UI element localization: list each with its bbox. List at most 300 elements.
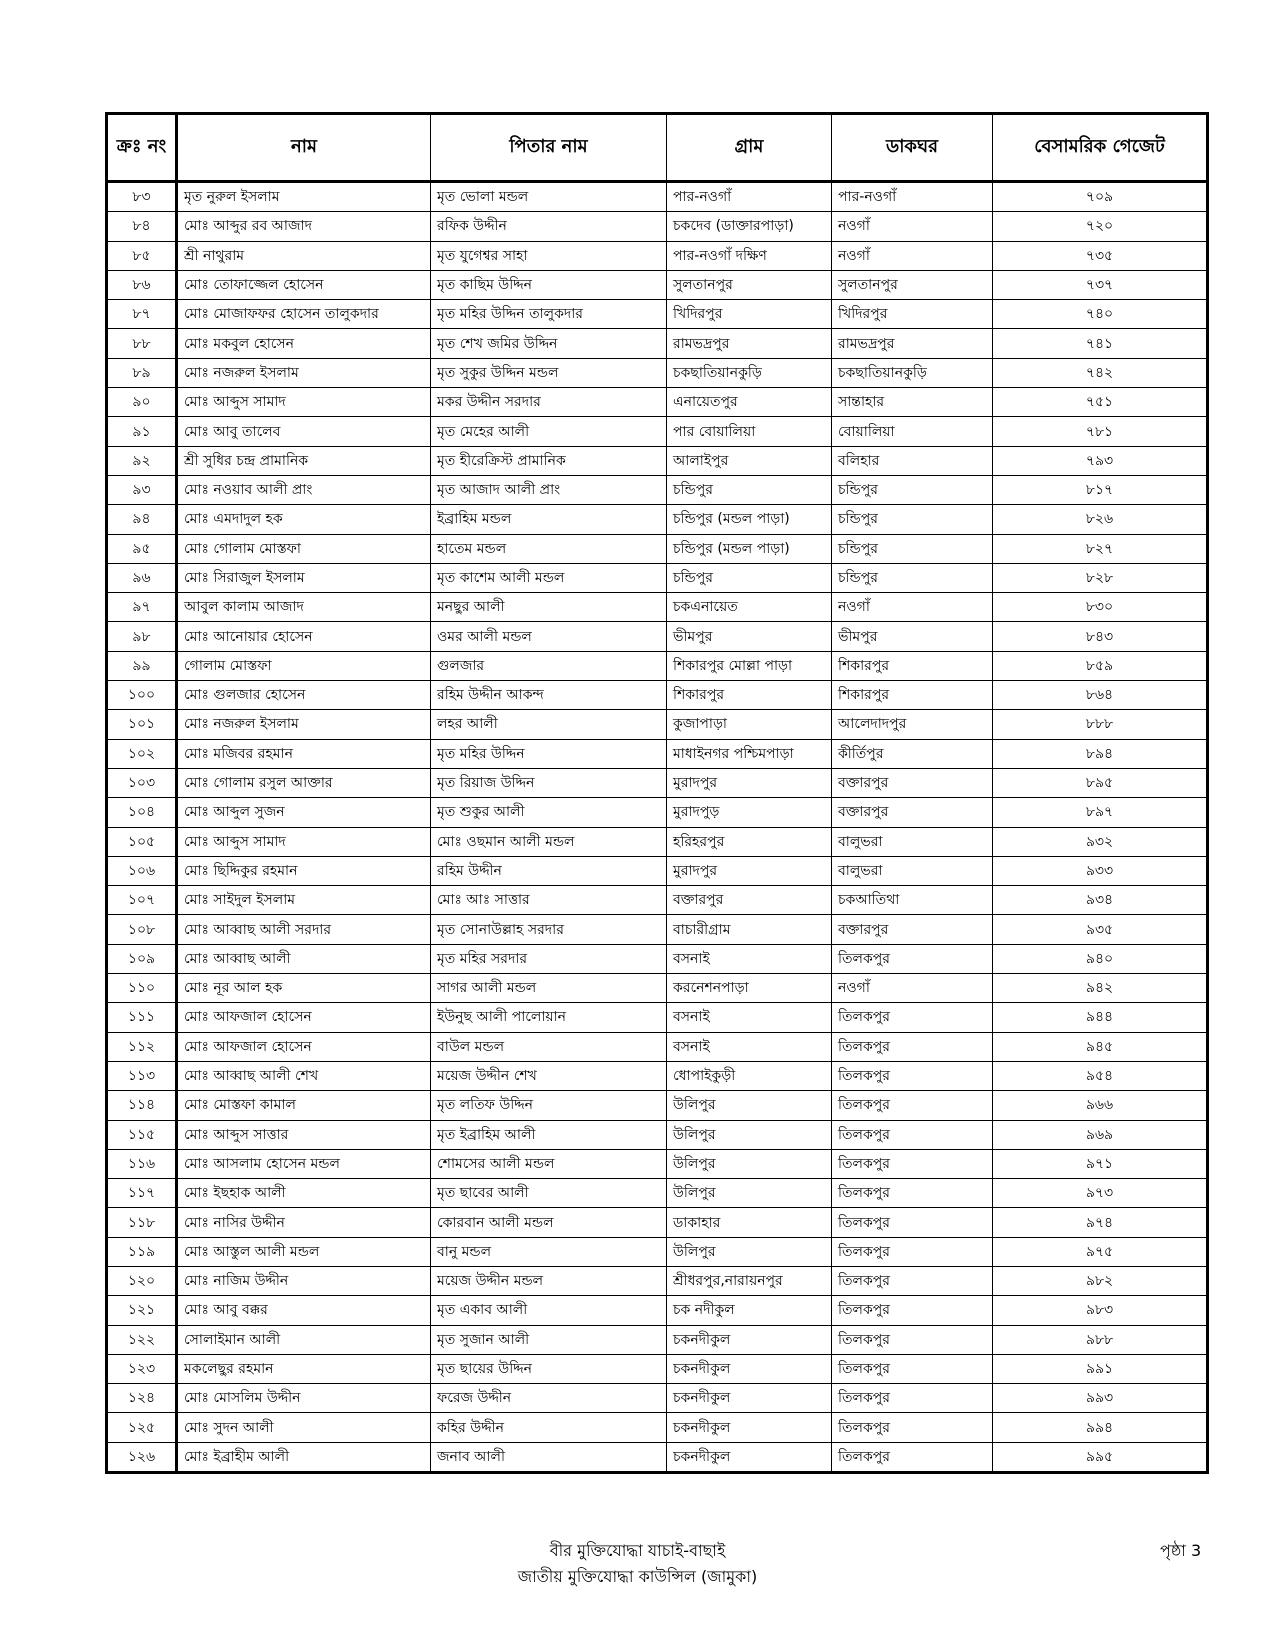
gazette-cell: ৮৯৭ — [993, 798, 1208, 827]
table-row — [107, 944, 1208, 973]
father-name-cell: মৃত মেহের আলী — [431, 417, 667, 446]
father-name-cell: মকর উদ্দীন সরদার — [431, 388, 667, 417]
father-name-cell: কোরবান আলী মন্ডল — [431, 1208, 667, 1237]
post-office-cell: বালুভরা — [832, 856, 993, 885]
name-cell: মোঃ আব্বাছ আলী — [177, 944, 431, 973]
village-cell: চকনদীকুল — [667, 1442, 832, 1472]
table-row — [107, 798, 1208, 827]
table-row — [107, 1296, 1208, 1325]
table-row — [107, 739, 1208, 768]
table-row — [107, 1003, 1208, 1032]
father-name-cell: মৃত আজাদ আলী প্রাং — [431, 475, 667, 504]
gazette-cell: ৯৯১ — [993, 1354, 1208, 1383]
serial-cell: ৯১ — [107, 417, 177, 446]
serial-cell: ১১৪ — [107, 1091, 177, 1120]
header-post-office: ডাকঘর — [832, 114, 993, 182]
village-cell: মাধাইনগর পশ্চিমপাড়া — [667, 739, 832, 768]
name-cell: মোঃ মজিবর রহমান — [177, 739, 431, 768]
village-cell: উলিপুর — [667, 1120, 832, 1149]
father-name-cell: রহিম উদ্দীন — [431, 856, 667, 885]
serial-cell: ৮৯ — [107, 358, 177, 387]
post-office-cell: নওগাঁ — [832, 593, 993, 622]
father-name-cell: মনছুর আলী — [431, 593, 667, 622]
serial-cell: ১১২ — [107, 1032, 177, 1061]
village-cell: উলিপুর — [667, 1179, 832, 1208]
name-cell: মৃত নুরুল ইসলাম — [177, 182, 431, 212]
father-name-cell: মৃত ইব্রাহিম আলী — [431, 1120, 667, 1149]
post-office-cell: বোয়ালিয়া — [832, 417, 993, 446]
name-cell: মোঃ মোস্তফা কামাল — [177, 1091, 431, 1120]
serial-cell: ১০৫ — [107, 827, 177, 856]
father-name-cell: বাউল মন্ডল — [431, 1032, 667, 1061]
village-cell: বসনাই — [667, 1032, 832, 1061]
gazette-cell: ৯৮৮ — [993, 1325, 1208, 1354]
post-office-cell: চকআতিথা — [832, 886, 993, 915]
header-father-name: পিতার নাম — [431, 114, 667, 182]
village-cell: এনায়েতপুর — [667, 388, 832, 417]
post-office-cell: চন্ডিপুর — [832, 475, 993, 504]
name-cell: মোঃ সাইদুল ইসলাম — [177, 886, 431, 915]
gazette-cell: ৯৯৪ — [993, 1413, 1208, 1442]
table-row — [107, 358, 1208, 387]
post-office-cell: নওগাঁ — [832, 974, 993, 1003]
table-row — [107, 475, 1208, 504]
post-office-cell: আলেদাদপুর — [832, 710, 993, 739]
father-name-cell: রহিম উদ্দীন আকন্দ — [431, 681, 667, 710]
gazette-cell: ৭৯৩ — [993, 446, 1208, 475]
name-cell: মোঃ নজরুল ইসলাম — [177, 358, 431, 387]
table-row — [107, 1354, 1208, 1383]
post-office-cell: বক্তারপুর — [832, 798, 993, 827]
header-civil-gazette: বেসামরিক গেজেট — [993, 114, 1208, 182]
serial-cell: ৮৮ — [107, 329, 177, 358]
village-cell: চকদেব (ডাক্তারপাড়া) — [667, 212, 832, 241]
gazette-cell: ৭৫১ — [993, 388, 1208, 417]
table-row — [107, 1179, 1208, 1208]
serial-cell: ৯৪ — [107, 505, 177, 534]
father-name-cell: মৃত কাছিম উদ্দিন — [431, 270, 667, 299]
village-cell: পার-নওগাঁ দক্ষিণ — [667, 241, 832, 270]
father-name-cell: মোঃ ওছমান আলী মন্ডল — [431, 827, 667, 856]
village-cell: উলিপুর — [667, 1237, 832, 1266]
post-office-cell: তিলকপুর — [832, 1384, 993, 1413]
village-cell: উলিপুর — [667, 1149, 832, 1178]
table-row — [107, 241, 1208, 270]
post-office-cell: তিলকপুর — [832, 1442, 993, 1472]
table-row — [107, 827, 1208, 856]
serial-cell: ১১৭ — [107, 1179, 177, 1208]
header-serial: ক্রঃ নং — [107, 114, 177, 182]
name-cell: মোঃ আব্দুস সামাদ — [177, 827, 431, 856]
post-office-cell: তিলকপুর — [832, 1032, 993, 1061]
father-name-cell: ইউনুছ আলী পালোয়ান — [431, 1003, 667, 1032]
post-office-cell: চন্ডিপুর — [832, 505, 993, 534]
father-name-cell: মৃত ছাবের আলী — [431, 1179, 667, 1208]
father-name-cell: মৃত লতিফ উদ্দিন — [431, 1091, 667, 1120]
village-cell: শিকারপুর — [667, 681, 832, 710]
gazette-cell: ৯৬৬ — [993, 1091, 1208, 1120]
father-name-cell: বানু মন্ডল — [431, 1237, 667, 1266]
gazette-cell: ৯৪৪ — [993, 1003, 1208, 1032]
name-cell: মোঃ আব্বাছ আলী সরদার — [177, 915, 431, 944]
serial-cell: ১২২ — [107, 1325, 177, 1354]
post-office-cell: শিকারপুর — [832, 651, 993, 680]
serial-cell: ৮৪ — [107, 212, 177, 241]
village-cell: বসনাই — [667, 944, 832, 973]
table-row — [107, 622, 1208, 651]
table-header-row — [107, 114, 1208, 182]
serial-cell: ১২৫ — [107, 1413, 177, 1442]
gazette-cell: ৯৭১ — [993, 1149, 1208, 1178]
village-cell: মুরাদপুড় — [667, 798, 832, 827]
serial-cell: ১২৬ — [107, 1442, 177, 1472]
father-name-cell: মৃত সুজান আলী — [431, 1325, 667, 1354]
serial-cell: ১১৮ — [107, 1208, 177, 1237]
father-name-cell: মৃত সুকুর উদ্দিন মন্ডল — [431, 358, 667, 387]
village-cell: চকএনায়েত — [667, 593, 832, 622]
village-cell: চকনদীকুল — [667, 1354, 832, 1383]
father-name-cell: মৃত ভোলা মন্ডল — [431, 182, 667, 212]
gazette-cell: ৯৯৩ — [993, 1384, 1208, 1413]
village-cell: বসনাই — [667, 1003, 832, 1032]
serial-cell: ১০৯ — [107, 944, 177, 973]
father-name-cell: কহির উদ্দীন — [431, 1413, 667, 1442]
post-office-cell: তিলকপুর — [832, 1179, 993, 1208]
father-name-cell: মৃত ছায়ের উদ্দিন — [431, 1354, 667, 1383]
serial-cell: ৮৬ — [107, 270, 177, 299]
name-cell: শ্রী নাথুরাম — [177, 241, 431, 270]
village-cell: হরিহরপুর — [667, 827, 832, 856]
serial-cell: ৯৬ — [107, 563, 177, 592]
name-cell: মোঃ এমদাদুল হক — [177, 505, 431, 534]
post-office-cell: তিলকপুর — [832, 1296, 993, 1325]
gazette-cell: ৭৪০ — [993, 300, 1208, 329]
post-office-cell: পার-নওগাঁ — [832, 182, 993, 212]
table-row — [107, 1091, 1208, 1120]
post-office-cell: নওগাঁ — [832, 212, 993, 241]
gazette-cell: ৮৬৪ — [993, 681, 1208, 710]
table-row — [107, 974, 1208, 1003]
post-office-cell: চন্ডিপুর — [832, 563, 993, 592]
table-row — [107, 1442, 1208, 1472]
gazette-cell: ৮৯৪ — [993, 739, 1208, 768]
gazette-cell: ৯৮৩ — [993, 1296, 1208, 1325]
serial-cell: ১০১ — [107, 710, 177, 739]
header-name: নাম — [177, 114, 431, 182]
gazette-cell: ৯৫৪ — [993, 1061, 1208, 1090]
village-cell: চক নদীকুল — [667, 1296, 832, 1325]
post-office-cell: তিলকপুর — [832, 1237, 993, 1266]
post-office-cell: সান্তাহার — [832, 388, 993, 417]
gazette-cell: ৯৭৫ — [993, 1237, 1208, 1266]
table-row — [107, 1208, 1208, 1237]
father-name-cell: ইব্রাহিম মন্ডল — [431, 505, 667, 534]
gazette-cell: ৭৩৫ — [993, 241, 1208, 270]
village-cell: চকনদীকুল — [667, 1413, 832, 1442]
gazette-cell: ৯৩৩ — [993, 856, 1208, 885]
village-cell: আলাইপুর — [667, 446, 832, 475]
name-cell: মোঃ ছিদ্দিকুর রহমান — [177, 856, 431, 885]
post-office-cell: তিলকপুর — [832, 1413, 993, 1442]
father-name-cell: গুলজার — [431, 651, 667, 680]
name-cell: মোঃ সিরাজুল ইসলাম — [177, 563, 431, 592]
father-name-cell: লহর আলী — [431, 710, 667, 739]
village-cell: কুজাপাড়া — [667, 710, 832, 739]
father-name-cell: মৃত মহির উদ্দিন — [431, 739, 667, 768]
gazette-cell: ৯৪২ — [993, 974, 1208, 1003]
village-cell: বক্তারপুর — [667, 886, 832, 915]
name-cell: মোঃ আব্দুল সুজন — [177, 798, 431, 827]
gazette-cell: ৮৩০ — [993, 593, 1208, 622]
village-cell: বাচারীগ্রাম — [667, 915, 832, 944]
gazette-cell: ৯৪৫ — [993, 1032, 1208, 1061]
table-row — [107, 651, 1208, 680]
village-cell: চন্ডিপুর (মন্ডল পাড়া) — [667, 534, 832, 563]
name-cell: মোঃ গুলজার হোসেন — [177, 681, 431, 710]
gazette-cell: ৯৪০ — [993, 944, 1208, 973]
table-row — [107, 270, 1208, 299]
gazette-cell: ৯৯৫ — [993, 1442, 1208, 1472]
village-cell: পার বোয়ালিয়া — [667, 417, 832, 446]
village-cell: চন্ডিপুর — [667, 475, 832, 504]
post-office-cell: তিলকপুর — [832, 1091, 993, 1120]
name-cell: মোঃ আস্তুল আলী মন্ডল — [177, 1237, 431, 1266]
name-cell: মোঃ তোফাজ্জেল হোসেন — [177, 270, 431, 299]
father-name-cell: ফরেজ উদ্দীন — [431, 1384, 667, 1413]
father-name-cell: রফিক উদ্দীন — [431, 212, 667, 241]
gazette-cell: ৭২০ — [993, 212, 1208, 241]
village-cell: খিদিরপুর — [667, 300, 832, 329]
gazette-cell: ৮৯৫ — [993, 768, 1208, 797]
gazette-cell: ৯৩২ — [993, 827, 1208, 856]
freedom-fighter-table — [105, 112, 1209, 1474]
serial-cell: ৯৫ — [107, 534, 177, 563]
village-cell: উলিপুর — [667, 1091, 832, 1120]
name-cell: মোঃ আফজাল হোসেন — [177, 1032, 431, 1061]
post-office-cell: ভীমপুর — [832, 622, 993, 651]
father-name-cell: জনাব আলী — [431, 1442, 667, 1472]
serial-cell: ১২০ — [107, 1266, 177, 1295]
village-cell: চকনদীকুল — [667, 1384, 832, 1413]
village-cell: চকনদীকুল — [667, 1325, 832, 1354]
village-cell: রামভদ্রপুর — [667, 329, 832, 358]
post-office-cell: তিলকপুর — [832, 944, 993, 973]
table-row — [107, 417, 1208, 446]
father-name-cell: শোমসের আলী মন্ডল — [431, 1149, 667, 1178]
post-office-cell: নওগাঁ — [832, 241, 993, 270]
serial-cell: ৯৮ — [107, 622, 177, 651]
table-row — [107, 915, 1208, 944]
father-name-cell: মৃত মহির সরদার — [431, 944, 667, 973]
father-name-cell: মৃত শুকুর আলী — [431, 798, 667, 827]
serial-cell: ১১৫ — [107, 1120, 177, 1149]
table-row — [107, 182, 1208, 212]
table-row — [107, 300, 1208, 329]
name-cell: মোঃ ইছহাক আলী — [177, 1179, 431, 1208]
gazette-cell: ৯৬৯ — [993, 1120, 1208, 1149]
name-cell: মোঃ আব্দুস সাত্তার — [177, 1120, 431, 1149]
post-office-cell: চন্ডিপুর — [832, 534, 993, 563]
serial-cell: ৮৩ — [107, 182, 177, 212]
table-row — [107, 329, 1208, 358]
village-cell: ডাকাহার — [667, 1208, 832, 1237]
header-village: গ্রাম — [667, 114, 832, 182]
table-row — [107, 856, 1208, 885]
page-footer — [0, 1538, 1275, 1590]
name-cell: মোঃ মোজাফফর হোসেন তালুকদার — [177, 300, 431, 329]
name-cell: মোঃ আব্দুর রব আজাদ — [177, 212, 431, 241]
father-name-cell: মৃত রিয়াজ উদ্দিন — [431, 768, 667, 797]
table-row — [107, 446, 1208, 475]
name-cell: মোঃ আব্দুস সামাদ — [177, 388, 431, 417]
post-office-cell: কীর্তিপুর — [832, 739, 993, 768]
serial-cell: ১০৭ — [107, 886, 177, 915]
village-cell: করনেশনপাড়া — [667, 974, 832, 1003]
post-office-cell: খিদিরপুর — [832, 300, 993, 329]
page-number: পৃষ্ঠা 3 — [1160, 1541, 1202, 1560]
name-cell: মোঃ নওয়াব আলী প্রাং — [177, 475, 431, 504]
serial-cell: ১২১ — [107, 1296, 177, 1325]
gazette-cell: ৭৩৭ — [993, 270, 1208, 299]
gazette-cell: ৮২৬ — [993, 505, 1208, 534]
gazette-cell: ৭৮১ — [993, 417, 1208, 446]
village-cell: পার-নওগাঁ — [667, 182, 832, 212]
serial-cell: ৮৫ — [107, 241, 177, 270]
name-cell: মকলেছুর রহমান — [177, 1354, 431, 1383]
table-row — [107, 1325, 1208, 1354]
name-cell: আবুল কালাম আজাদ — [177, 593, 431, 622]
table-row — [107, 681, 1208, 710]
name-cell: মোঃ আসলাম হোসেন মন্ডল — [177, 1149, 431, 1178]
table-row — [107, 593, 1208, 622]
father-name-cell: ময়েজ উদ্দীন শেখ — [431, 1061, 667, 1090]
village-cell: ধোপাইকুড়ী — [667, 1061, 832, 1090]
gazette-cell: ৭৪২ — [993, 358, 1208, 387]
name-cell: মোঃ নাসির উদ্দীন — [177, 1208, 431, 1237]
serial-cell: ৯৩ — [107, 475, 177, 504]
table-body — [107, 182, 1208, 1473]
village-cell: ভীমপুর — [667, 622, 832, 651]
serial-cell: ১০৩ — [107, 768, 177, 797]
gazette-cell: ৯৩৫ — [993, 915, 1208, 944]
serial-cell: ৯০ — [107, 388, 177, 417]
name-cell: মোঃ নজরুল ইসলাম — [177, 710, 431, 739]
post-office-cell: সুলতানপুর — [832, 270, 993, 299]
serial-cell: ১১০ — [107, 974, 177, 1003]
table-row — [107, 534, 1208, 563]
father-name-cell: সাগর আলী মন্ডল — [431, 974, 667, 1003]
name-cell: মোঃ আবু তালেব — [177, 417, 431, 446]
serial-cell: ৯৯ — [107, 651, 177, 680]
name-cell: মোঃ নূর আল হক — [177, 974, 431, 1003]
serial-cell: ১২৪ — [107, 1384, 177, 1413]
father-name-cell: মৃত শেখ জমির উদ্দিন — [431, 329, 667, 358]
village-cell: চন্ডিপুর — [667, 563, 832, 592]
gazette-cell: ৯৩৪ — [993, 886, 1208, 915]
father-name-cell: মৃত মহির উদ্দিন তালুকদার — [431, 300, 667, 329]
gazette-cell: ৮৮৮ — [993, 710, 1208, 739]
table-row — [107, 563, 1208, 592]
name-cell: মোঃ আনোয়ার হোসেন — [177, 622, 431, 651]
post-office-cell: তিলকপুর — [832, 1325, 993, 1354]
post-office-cell: শিকারপুর — [832, 681, 993, 710]
gazette-cell: ৮৫৯ — [993, 651, 1208, 680]
name-cell: মোঃ গোলাম মোস্তফা — [177, 534, 431, 563]
village-cell: শিকারপুর মোল্লা পাড়া — [667, 651, 832, 680]
father-name-cell: ময়েজ উদ্দীন মন্ডল — [431, 1266, 667, 1295]
serial-cell: ৯২ — [107, 446, 177, 475]
gazette-cell: ৮১৭ — [993, 475, 1208, 504]
serial-cell: ১০৬ — [107, 856, 177, 885]
serial-cell: ১০৮ — [107, 915, 177, 944]
post-office-cell: বলিহার — [832, 446, 993, 475]
gazette-cell: ৭০৯ — [993, 182, 1208, 212]
serial-cell: ১১৩ — [107, 1061, 177, 1090]
village-cell: সুলতানপুর — [667, 270, 832, 299]
name-cell: শ্রী সুধির চন্দ্র প্রামানিক — [177, 446, 431, 475]
serial-cell: ১১৯ — [107, 1237, 177, 1266]
gazette-cell: ৭৪১ — [993, 329, 1208, 358]
serial-cell: ৯৭ — [107, 593, 177, 622]
name-cell: মোঃ আফজাল হোসেন — [177, 1003, 431, 1032]
table-row — [107, 505, 1208, 534]
father-name-cell: মৃত যুগেশ্বর সাহা — [431, 241, 667, 270]
serial-cell: ১২৩ — [107, 1354, 177, 1383]
father-name-cell: মৃত কাশেম আলী মন্ডল — [431, 563, 667, 592]
post-office-cell: তিলকপুর — [832, 1266, 993, 1295]
post-office-cell: তিলকপুর — [832, 1354, 993, 1383]
post-office-cell: চকছাতিয়ানকুড়ি — [832, 358, 993, 387]
village-cell: চন্ডিপুর (মন্ডল পাড়া) — [667, 505, 832, 534]
table-row — [107, 1384, 1208, 1413]
serial-cell: ১১৬ — [107, 1149, 177, 1178]
table-row — [107, 1413, 1208, 1442]
table-row — [107, 1149, 1208, 1178]
gazette-cell: ৮২৭ — [993, 534, 1208, 563]
table-row — [107, 1266, 1208, 1295]
gazette-cell: ৯৭৪ — [993, 1208, 1208, 1237]
table-row — [107, 388, 1208, 417]
name-cell: গোলাম মোস্তফা — [177, 651, 431, 680]
name-cell: মোঃ মকবুল হোসেন — [177, 329, 431, 358]
gazette-cell: ৮২৮ — [993, 563, 1208, 592]
gazette-cell: ৮৪৩ — [993, 622, 1208, 651]
name-cell: মোঃ আব্বাছ আলী শেখ — [177, 1061, 431, 1090]
post-office-cell: তিলকপুর — [832, 1149, 993, 1178]
father-name-cell: হাতেম মন্ডল — [431, 534, 667, 563]
village-cell: মুরাদপুর — [667, 856, 832, 885]
serial-cell: ১১১ — [107, 1003, 177, 1032]
name-cell: মোঃ আবু বক্কর — [177, 1296, 431, 1325]
village-cell: মুরাদপুর — [667, 768, 832, 797]
name-cell: মোঃ সুদন আলী — [177, 1413, 431, 1442]
table-row — [107, 1061, 1208, 1090]
table-row — [107, 886, 1208, 915]
post-office-cell: বক্তারপুর — [832, 768, 993, 797]
post-office-cell: রামভদ্রপুর — [832, 329, 993, 358]
table-row — [107, 212, 1208, 241]
post-office-cell: বালুভরা — [832, 827, 993, 856]
name-cell: মোঃ ইব্রাহীম আলী — [177, 1442, 431, 1472]
father-name-cell: ওমর আলী মন্ডল — [431, 622, 667, 651]
name-cell: মোঃ নাজিম উদ্দীন — [177, 1266, 431, 1295]
table-row — [107, 710, 1208, 739]
post-office-cell: বক্তারপুর — [832, 915, 993, 944]
father-name-cell: মৃত হীরেক্রিস্ট প্রামানিক — [431, 446, 667, 475]
village-cell: চকছাতিয়ানকুড়ি — [667, 358, 832, 387]
serial-cell: ৮৭ — [107, 300, 177, 329]
father-name-cell: মৃত সোনাউল্লাহ সরদার — [431, 915, 667, 944]
